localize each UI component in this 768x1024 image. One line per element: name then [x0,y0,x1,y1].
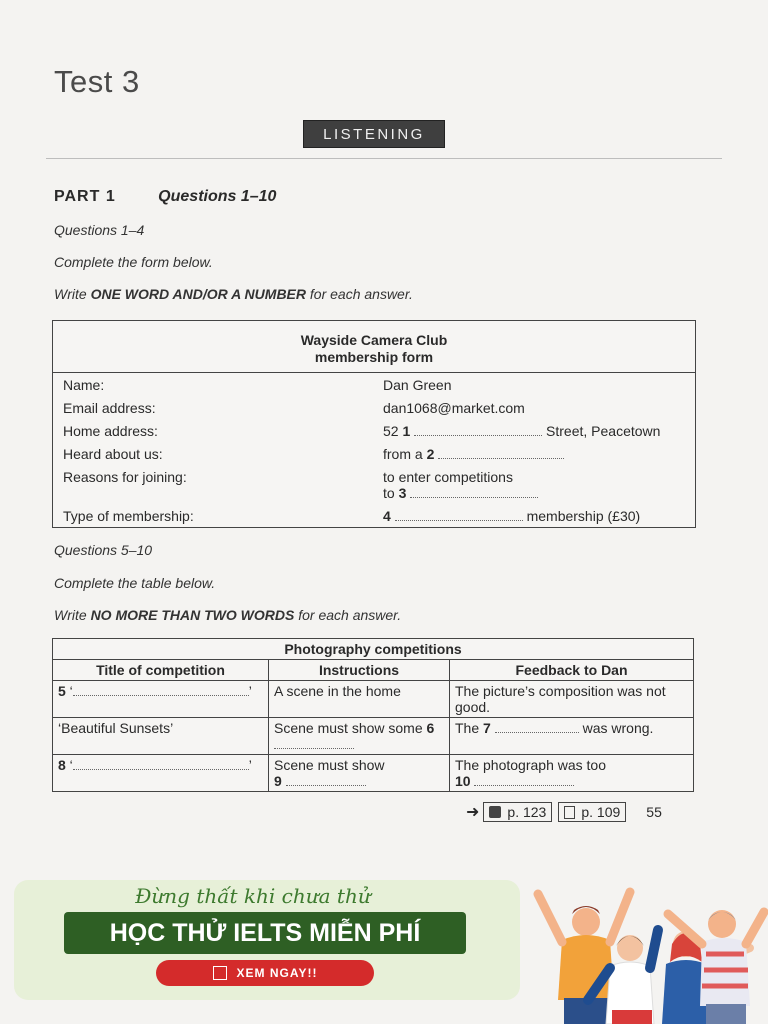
table-questions-label: Questions 5–10 [54,542,153,558]
question-number: 7 [483,720,491,736]
section-badge: LISTENING [303,120,445,148]
form-value [383,508,640,524]
answer-blank[interactable] [73,685,249,696]
answer-blank[interactable] [495,722,579,733]
table-instruction-words [54,607,401,623]
form-questions-label: Questions 1–4 [54,222,145,238]
page-references [466,802,662,822]
answer-key-reference[interactable] [558,802,626,822]
cell-text: Scene must show [274,757,385,773]
page-number: 55 [646,804,662,820]
table-row [53,681,694,718]
answer-blank[interactable] [395,510,523,521]
value-text: 52 [383,423,403,439]
banner-headline: HỌC THỬ IELTS MIỄN PHÍ [64,912,466,954]
question-number: 9 [274,773,282,789]
value-text: Street, Peacetown [542,423,661,439]
column-header: Feedback to Dan [450,660,694,681]
test-title: Test 3 [54,64,140,99]
table-cell: The picture’s composition was not good. [450,681,694,718]
answer-blank[interactable] [73,759,249,770]
people-illustration [526,870,768,1024]
form-label: Name: [63,377,105,393]
table-row [53,755,694,792]
form-label: Reasons for joining: [63,469,187,485]
membership-form [52,320,696,528]
reference-text: p. 123 [507,804,547,820]
table-cell [269,718,450,755]
cell-text: The photograph was too [455,757,606,773]
cell-text: was wrong. [578,720,654,736]
table-title-row [53,639,694,660]
answer-blank[interactable] [438,448,564,459]
audio-icon [489,806,501,818]
column-header: Title of competition [53,660,269,681]
table-cell [269,755,450,792]
table-cell [450,755,694,792]
question-number: 2 [426,446,435,462]
question-number: 3 [398,485,407,501]
cell-text: The [455,720,484,736]
question-number: 1 [402,423,411,439]
instruction-text: Write [54,286,91,302]
answer-blank[interactable] [274,738,354,749]
question-number: 5 [58,683,66,699]
pencil-icon [213,966,227,980]
form-label: Heard about us: [63,446,163,462]
arrow-right-icon: ➜ [466,804,480,821]
form-instruction: Complete the form below. [54,254,213,270]
form-value [383,485,538,501]
answer-blank[interactable] [286,775,366,786]
value-text: membership (£30) [522,508,641,524]
table-instruction: Complete the table below. [54,575,216,591]
banner-tagline: Đừng thất khi chưa thử [135,884,371,908]
form-label: Type of membership: [63,508,194,524]
instruction-emphasis: NO MORE THAN TWO WORDS [90,607,295,623]
divider [46,158,722,159]
question-number: 4 [383,508,391,524]
button-label: XEM NGAY!! [236,966,318,980]
part-questions: Questions 1–10 [158,188,277,205]
table-cell: ‘Beautiful Sunsets’ [53,718,269,755]
instruction-emphasis: ONE WORD AND/OR A NUMBER [90,286,306,302]
table-cell: 8 ‘ ’ [53,755,269,792]
part-label: PART 1 [54,188,116,205]
instruction-text: for each answer. [294,607,402,623]
column-header: Instructions [269,660,450,681]
question-number: 8 [58,757,66,773]
instruction-text: Write [54,607,91,623]
competitions-table [52,638,694,792]
form-value: dan1068@market.com [383,400,525,416]
form-value [383,423,660,439]
value-text: to [383,485,399,501]
value-text: from a [383,446,427,462]
table-cell: 5 ‘ ’ [53,681,269,718]
question-number: 6 [426,720,435,736]
form-title-line: membership form [314,349,434,365]
form-title [53,321,695,373]
instruction-text: for each answer. [306,286,413,302]
form-title-line: Wayside Camera Club [300,332,448,348]
cell-text: Scene must show some [274,720,427,736]
table-cell [450,718,694,755]
table-row [53,718,694,755]
table-title: Photography competitions [53,639,694,660]
answer-blank[interactable] [474,775,574,786]
form-label: Home address: [63,423,158,439]
reference-text: p. 109 [581,804,621,820]
table-cell: A scene in the home [269,681,450,718]
answer-blank[interactable] [414,425,542,436]
answer-blank[interactable] [410,487,538,498]
part-heading [54,188,276,206]
form-value: Dan Green [383,377,452,393]
audio-reference[interactable] [483,802,552,822]
form-label: Email address: [63,400,156,416]
book-icon [564,806,575,819]
form-value [383,446,564,462]
view-now-button[interactable] [156,960,374,986]
form-instruction-words [54,286,413,302]
table-header-row [53,660,694,681]
form-value: to enter competitions [383,469,513,485]
question-number: 10 [455,773,471,789]
